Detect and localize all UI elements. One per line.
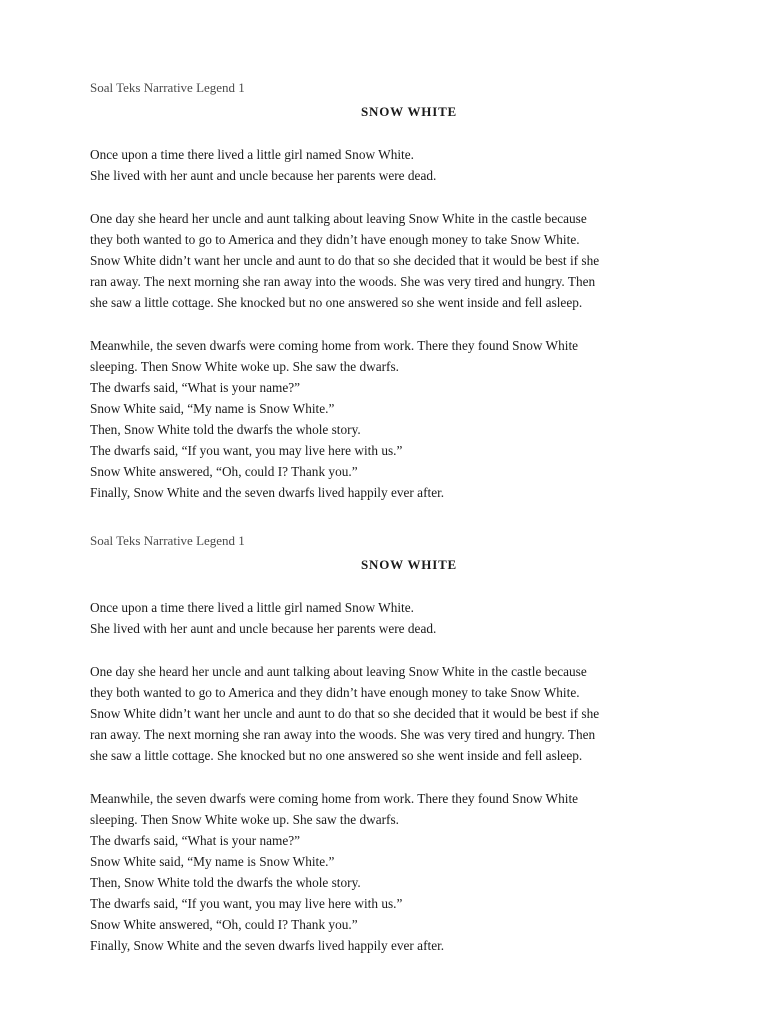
- text-line: One day she heard her uncle and aunt talking about leaving Snow White in the castle because: [90, 664, 587, 679]
- text-line: Meanwhile, the seven dwarfs were coming home from work. There they found Snow White: [90, 338, 579, 353]
- story-section-2: [90, 531, 720, 956]
- text-line: ran away. The next morning she ran away into the woods. She was very tired and hungry. Then: [90, 727, 596, 742]
- paragraph-intro: [90, 144, 720, 186]
- story-section-1: [90, 78, 720, 503]
- text-line: sleeping. Then Snow White woke up. She saw the dwarfs.: [90, 812, 399, 827]
- text-line: Then, Snow White told the dwarfs the whole story.: [90, 875, 361, 890]
- story-title: SNOW WHITE: [360, 104, 458, 119]
- text-line: Snow White answered, “Oh, could I? Thank you.”: [90, 464, 358, 479]
- text-line: she saw a little cottage. She knocked but no one answered so she went inside and fell asleep.: [90, 748, 583, 763]
- text-line: Once upon a time there lived a little girl named Snow White.: [90, 600, 414, 615]
- text-line: Then, Snow White told the dwarfs the whole story.: [90, 422, 361, 437]
- story-title: SNOW WHITE: [360, 557, 458, 572]
- text-line: Meanwhile, the seven dwarfs were coming home from work. There they found Snow White: [90, 791, 579, 806]
- paragraph-dwarfs: [90, 335, 720, 503]
- paragraph-runaway: [90, 661, 720, 766]
- text-line: Snow White said, “My name is Snow White.”: [90, 854, 335, 869]
- paragraph-intro: [90, 597, 720, 639]
- text-line: The dwarfs said, “If you want, you may live here with us.”: [90, 443, 403, 458]
- section-subtitle: Soal Teks Narrative Legend 1: [90, 80, 245, 95]
- text-line: The dwarfs said, “What is your name?”: [90, 380, 301, 395]
- text-line: Snow White didn’t want her uncle and aunt to do that so she decided that it would be best if she: [90, 706, 600, 721]
- text-line: She lived with her aunt and uncle because her parents were dead.: [90, 168, 437, 183]
- text-line: Snow White said, “My name is Snow White.”: [90, 401, 335, 416]
- text-line: The dwarfs said, “What is your name?”: [90, 833, 301, 848]
- text-line: The dwarfs said, “If you want, you may live here with us.”: [90, 896, 403, 911]
- text-line: they both wanted to go to America and they didn’t have enough money to take Snow White.: [90, 685, 580, 700]
- paragraph-runaway: [90, 208, 720, 313]
- text-line: they both wanted to go to America and they didn’t have enough money to take Snow White.: [90, 232, 580, 247]
- text-line: ran away. The next morning she ran away into the woods. She was very tired and hungry. Then: [90, 274, 596, 289]
- text-line: sleeping. Then Snow White woke up. She saw the dwarfs.: [90, 359, 399, 374]
- text-line: Finally, Snow White and the seven dwarfs lived happily ever after.: [90, 938, 445, 953]
- section-subtitle: Soal Teks Narrative Legend 1: [90, 533, 245, 548]
- text-line: Snow White didn’t want her uncle and aunt to do that so she decided that it would be best if she: [90, 253, 600, 268]
- text-line: she saw a little cottage. She knocked but no one answered so she went inside and fell asleep.: [90, 295, 583, 310]
- paragraph-dwarfs: [90, 788, 720, 956]
- text-line: Once upon a time there lived a little girl named Snow White.: [90, 147, 414, 162]
- text-line: Finally, Snow White and the seven dwarfs lived happily ever after.: [90, 485, 445, 500]
- text-line: One day she heard her uncle and aunt talking about leaving Snow White in the castle because: [90, 211, 587, 226]
- text-line: She lived with her aunt and uncle because her parents were dead.: [90, 621, 437, 636]
- text-line: Snow White answered, “Oh, could I? Thank you.”: [90, 917, 358, 932]
